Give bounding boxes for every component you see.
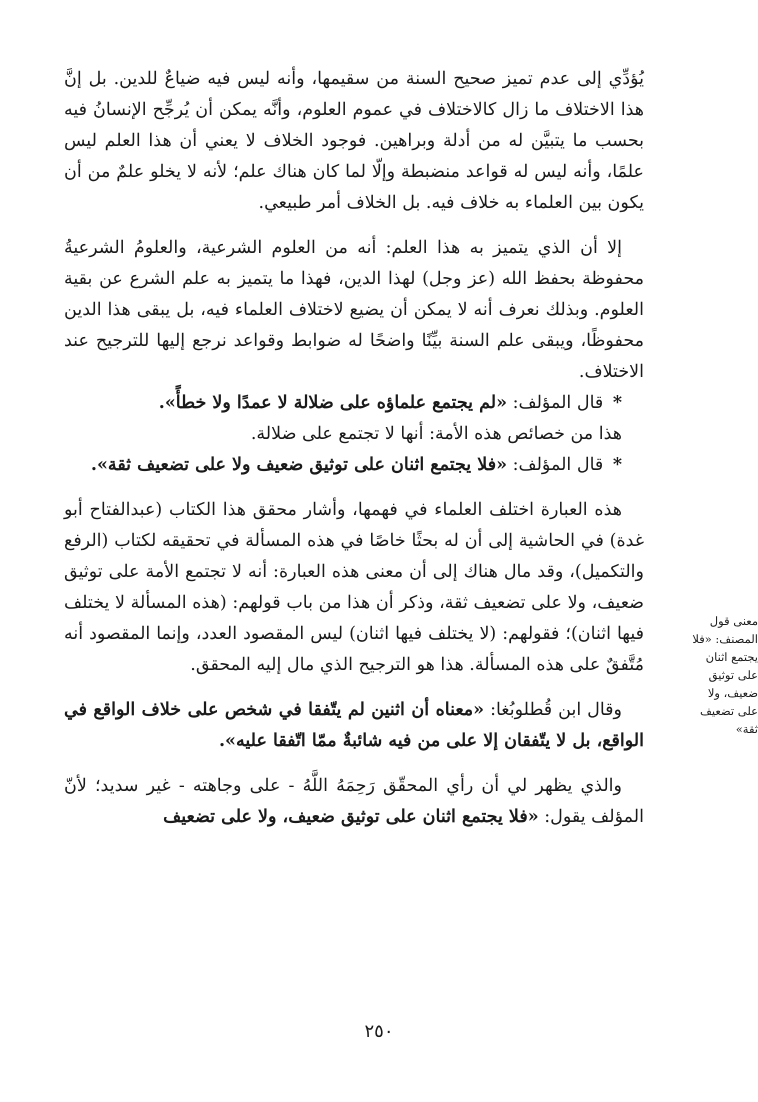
quote-text: «لم يجتمع علماؤه على ضلالة لا عمدًا ولا خطأً». bbox=[158, 393, 508, 413]
paragraph-3: هذا من خصائص هذه الأمة: أنها لا تجتمع على ضلالة. bbox=[250, 424, 622, 444]
quote-prefix: قال المؤلف: bbox=[512, 393, 604, 413]
main-text-block bbox=[64, 64, 644, 833]
paragraph-1: يُؤدِّي إلى عدم تميز صحيح السنة من سقيمها، وأنه ليس فيه ضياعٌ للدين. بل إنَّ هذا الاختلاف ما زال كالاختلاف في عموم العلوم، وأنَّه يمكن أن يُرجِّح الإنسانُ فيه بحسب ما يتبيَّن له من أدلة وبراهين. فوجود الخلاف لا يعني أن هذا العلم ليس علمًا، وأنه ليس له قواعد منضبطة وإلّا لما كان هناك علم؛ لأنه لا يخلو علمٌ من أن يكون بين العلماء به خلاف فيه. بل الخلاف أمر طبيعي. bbox=[64, 69, 644, 213]
quote-text: «معناه أن اثنين لم يتّفقا في شخص على خلاف الواقع في الواقع، بل لا يتّفقان إلا على من فيه شائبةٌ ممّا اتّفقا عليه». bbox=[64, 700, 644, 751]
author-quote-2 bbox=[64, 450, 644, 481]
asterisk-marker: * bbox=[612, 393, 622, 413]
margin-note: معنى قول المصنف: «فلا يجتمع اثنان على توثيق ضعيف، ولا على تضعيف ثقة» bbox=[692, 614, 758, 736]
page-number: ٢٥٠ bbox=[364, 1021, 394, 1042]
quote-text: «فلا يجتمع اثنان على توثيق ضعيف، ولا على تضعيف bbox=[163, 807, 539, 827]
asterisk-marker: * bbox=[612, 455, 622, 475]
quote-prefix: قال المؤلف: bbox=[512, 455, 604, 475]
paragraph-5 bbox=[64, 695, 644, 757]
author-quote-1 bbox=[64, 388, 644, 419]
paragraph-text: والذي يظهر لي أن رأي المحقّق رَحِمَهُ اللَّهُ - على وجاهته - غير سديد؛ لأنّ المؤلف يقول: bbox=[64, 776, 644, 827]
quote-prefix: وقال ابن قُطلوبُغا: bbox=[490, 700, 622, 720]
paragraph-2: إلا أن الذي يتميز به هذا العلم: أنه من العلوم الشرعية، والعلومُ الشرعيةُ محفوظة بحفظ الله (عز وجل) لهذا الدين، فهذا ما يتميز به علم الشرع عن بقية العلوم. وبذلك نعرف أنه لا يمكن أن يضيع لاختلاف العلماء فيه، بل يبقى هذا الدين محفوظًا، ويبقى علم السنة بيِّنًا واضحًا له ضوابط وقواعد نرجع إليها للترجيح عند الاختلاف. bbox=[64, 238, 644, 382]
quote-text: «فلا يجتمع اثنان على توثيق ضعيف ولا على تضعيف ثقة». bbox=[90, 455, 508, 475]
paragraph-4: هذه العبارة اختلف العلماء في فهمها، وأشار محقق هذا الكتاب (عبدالفتاح أبو غدة) في الحاشية إلى أن له بحثًا خاصًا في هذه المسألة في تحقيقه لكتاب (الرفع والتكميل)، وقد مال هناك إلى أن معنى هذه العبارة: أنه لا تجتمع الأمة على توثيق ضعيف، ولا على تضعيف ثقة، وذكر أن هذا من باب قولهم: (هذه المسألة لا يختلف فيها اثنان)؛ فقولهم: (لا يختلف فيها اثنان) ليس المقصود العدد، وإنما المقصود أنه مُتَّفقٌ على هذه المسألة. هذا هو الترجيح الذي مال إليه المحقق. bbox=[64, 500, 644, 675]
paragraph-6 bbox=[64, 771, 644, 833]
